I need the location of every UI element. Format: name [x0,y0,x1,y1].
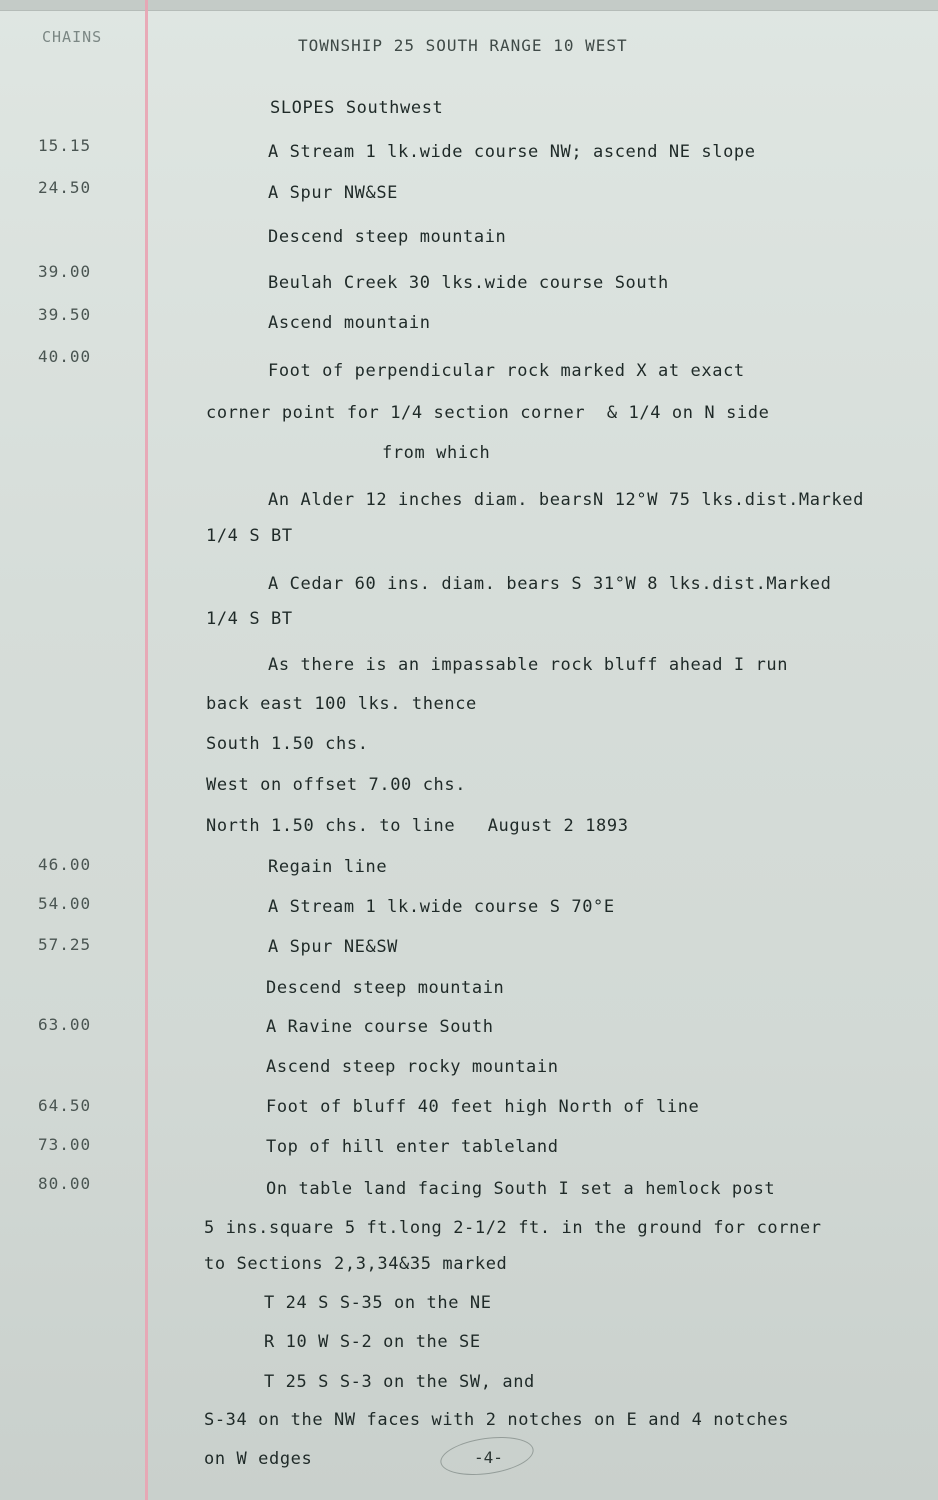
chain-value: 63.00 [38,1015,92,1034]
text-line: T 24 S S-35 on the NE [264,1293,492,1313]
text-line: from which [382,443,491,463]
text-line: 1/4 S BT [206,609,293,629]
chain-value: 39.00 [38,262,92,281]
chain-value: 73.00 [38,1135,92,1154]
text-line: A Stream 1 lk.wide course S 70°E [268,897,615,917]
text-line: Beulah Creek 30 lks.wide course South [268,273,669,293]
text-line: North 1.50 chs. to line August 2 1893 [206,816,629,836]
text-line: SLOPES Southwest [270,98,444,118]
text-line: on W edges [204,1449,313,1469]
text-line: A Ravine course South [266,1017,494,1037]
page-number: -4- [474,1448,503,1467]
chain-value: 57.25 [38,935,92,954]
text-line: As there is an impassable rock bluff ahead I run [268,655,789,675]
text-line: A Spur NE&SW [268,937,399,957]
chain-value: 64.50 [38,1096,92,1115]
chains-column-header: CHAINS [42,28,103,46]
margin-rule [145,0,148,1500]
text-line: 5 ins.square 5 ft.long 2-1/2 ft. in the ground for corner [204,1218,822,1238]
chain-value: 24.50 [38,178,92,197]
text-line: T 25 S S-3 on the SW, and [264,1372,535,1392]
chain-value: 54.00 [38,894,92,913]
text-line: corner point for 1/4 section corner & 1/4 on N side [206,403,770,423]
text-line: On table land facing South I set a hemlock post [266,1179,776,1199]
text-line: Descend steep mountain [266,978,505,998]
text-line: Foot of perpendicular rock marked X at exact [268,361,745,381]
text-line: West on offset 7.00 chs. [206,775,467,795]
text-line: Ascend mountain [268,313,431,333]
text-line: A Spur NW&SE [268,183,399,203]
text-line: A Cedar 60 ins. diam. bears S 31°W 8 lks.dist.Marked [268,574,832,594]
text-line: S-34 on the NW faces with 2 notches on E and 4 notches [204,1410,790,1430]
text-line: 1/4 S BT [206,526,293,546]
chain-value: 46.00 [38,855,92,874]
text-line: Foot of bluff 40 feet high North of line [266,1097,700,1117]
text-line: Regain line [268,857,388,877]
text-line: An Alder 12 inches diam. bearsN 12°W 75 lks.dist.Marked [268,490,864,510]
text-line: Ascend steep rocky mountain [266,1057,559,1077]
text-line: Descend steep mountain [268,227,507,247]
chain-value: 39.50 [38,305,92,324]
text-line: Top of hill enter tableland [266,1137,559,1157]
chain-value: 80.00 [38,1174,92,1193]
top-edge [0,0,938,11]
text-line: R 10 W S-2 on the SE [264,1332,481,1352]
page-title: TOWNSHIP 25 SOUTH RANGE 10 WEST [298,36,628,55]
chain-value: 15.15 [38,136,92,155]
text-line: A Stream 1 lk.wide course NW; ascend NE slope [268,142,756,162]
chain-value: 40.00 [38,347,92,366]
text-line: to Sections 2,3,34&35 marked [204,1254,508,1274]
text-line: back east 100 lks. thence [206,694,477,714]
text-line: South 1.50 chs. [206,734,369,754]
